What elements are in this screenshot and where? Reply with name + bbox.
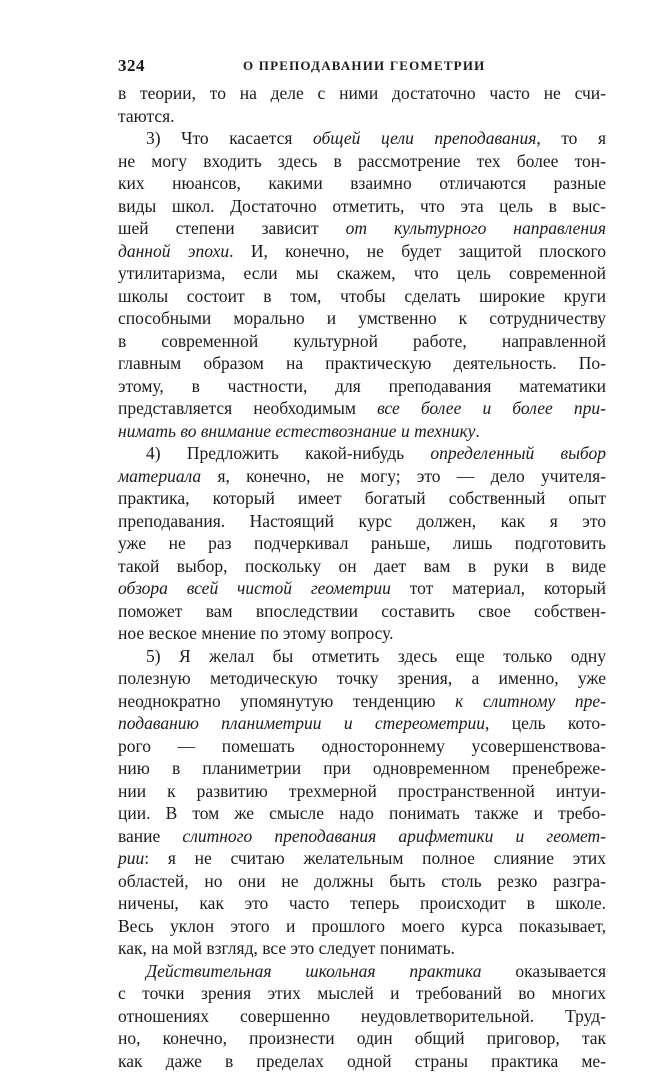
text-segment: отношениях совершенно неудовлетворительной. Труд-: [118, 1006, 606, 1026]
italic-text: подаванию планиметрии и стереометрии: [118, 713, 485, 733]
text-segment: областей, но они не должны быть столь резко разгра-: [118, 871, 606, 891]
italic-text: все более и более при-: [377, 398, 606, 418]
page-header: [118, 56, 606, 80]
text-line: [118, 150, 606, 173]
text-segment: представляется необходимым: [118, 398, 377, 418]
text-line: [118, 262, 606, 285]
text-segment: , то я: [536, 128, 606, 148]
text-line: [118, 712, 606, 735]
text-line: [118, 667, 606, 690]
text-segment: нию в планиметрии при одновременном пренебреже-: [118, 758, 606, 778]
text-line: [118, 892, 606, 915]
text-segment: 3) Что касается: [146, 128, 313, 148]
text-segment: но, конечно, произнести один общий приговор, так: [118, 1028, 606, 1048]
italic-text: к слитному пре-: [455, 691, 606, 711]
text-segment: ничены, как это часто теперь происходит в школе.: [118, 893, 606, 913]
text-line: [118, 397, 606, 420]
text-line: [118, 375, 606, 398]
text-line: [118, 757, 606, 780]
text-segment: таются.: [118, 106, 175, 126]
text-segment: преподавания. Настоящий курс должен, как я это: [118, 511, 606, 531]
running-title: О ПРЕПОДАВАНИИ ГЕОМЕТРИИ: [243, 58, 485, 74]
text-line: [118, 465, 606, 488]
text-line: [118, 352, 606, 375]
text-line: [118, 105, 606, 128]
text-segment: главным образом на практическую деятельность. По-: [118, 353, 606, 373]
text-segment: рого — помешать одностороннему усовершенствова-: [118, 736, 606, 756]
text-segment: : я не считаю желательным полное слияние этих: [144, 848, 606, 868]
italic-text: общей цели преподавания: [313, 128, 536, 148]
italic-text: рии: [118, 848, 144, 868]
text-segment: поможет вам впоследствии составить свое собствен-: [118, 601, 606, 621]
italic-text: определенный выбор: [430, 443, 606, 463]
text-line: [118, 555, 606, 578]
text-segment: такой выбор, поскольку он дает вам в руки в виде: [118, 556, 606, 576]
text-line: [118, 82, 606, 105]
text-line: [118, 285, 606, 308]
text-segment: 5) Я желал бы отметить здесь еще только одну: [146, 646, 606, 666]
text-line: [118, 442, 606, 465]
text-segment: . И, конечно, не будет защитой плоского: [229, 241, 606, 261]
text-line: [118, 487, 606, 510]
text-line: [118, 847, 606, 870]
text-line: [118, 217, 606, 240]
page-number: 324: [118, 56, 145, 76]
text-segment: , цель кото-: [485, 713, 606, 733]
text-segment: не могу входить здесь в рассмотрение тех более тон-: [118, 151, 606, 171]
text-line: [118, 240, 606, 263]
text-line: [118, 127, 606, 150]
text-line: [118, 825, 606, 848]
text-line: [118, 195, 606, 218]
text-segment: этому, в частности, для преподавания математики: [118, 376, 606, 396]
text-segment: в теории, то на деле с ними достаточно часто не счи-: [118, 83, 606, 103]
text-segment: ких нюансов, какими взаимно отличаются разные: [118, 173, 606, 193]
text-segment: тот материал, который: [391, 578, 606, 598]
text-line: [118, 982, 606, 1005]
text-line: [118, 915, 606, 938]
text-segment: в современной культурной работе, направленной: [118, 331, 606, 351]
italic-text: от культурного направления: [346, 218, 606, 238]
text-segment: .: [475, 421, 479, 441]
body-text: [118, 82, 606, 1072]
text-segment: вание: [118, 826, 182, 846]
text-segment: неоднократно упомянутую тенденцию: [118, 691, 455, 711]
italic-text: обзора всей чистой геометрии: [118, 578, 391, 598]
text-segment: с точки зрения этих мыслей и требований во многих: [118, 983, 606, 1003]
text-line: [118, 510, 606, 533]
text-segment: как, на мой взгляд, все это следует понимать.: [118, 938, 455, 958]
text-line: [118, 622, 606, 645]
italic-text: материала: [118, 466, 201, 486]
text-line: [118, 937, 606, 960]
text-segment: Весь уклон этого и прошлого моего курса показывает,: [118, 916, 606, 936]
italic-text: нимать во внимание естествознание и технику: [118, 421, 475, 441]
text-line: [118, 870, 606, 893]
text-line: [118, 780, 606, 803]
text-line: [118, 577, 606, 600]
text-segment: шей степени зависит: [118, 218, 346, 238]
text-segment: практика, который имеет богатый собственный опыт: [118, 488, 606, 508]
italic-text: слитного преподавания арифметики и геомет-: [182, 826, 606, 846]
text-line: [118, 330, 606, 353]
text-segment: способными морально и умственно к сотрудничеству: [118, 308, 606, 328]
text-segment: 4) Предложить какой-нибудь: [146, 443, 430, 463]
text-line: [118, 172, 606, 195]
text-segment: нии к развитию трехмерной пространственной интуи-: [118, 781, 606, 801]
text-line: [118, 307, 606, 330]
text-segment: оказывается: [482, 961, 607, 981]
text-segment: ное веское мнение по этому вопросу.: [118, 623, 394, 643]
italic-text: Действительная школьная практика: [146, 961, 482, 981]
text-line: [118, 420, 606, 443]
text-line: [118, 960, 606, 983]
text-segment: я, конечно, не могу; это — дело учителя-: [201, 466, 606, 486]
text-line: [118, 645, 606, 668]
text-segment: уже не раз подчеркивал раньше, лишь подготовить: [118, 533, 606, 553]
italic-text: данной эпохи: [118, 241, 229, 261]
text-line: [118, 1005, 606, 1028]
text-segment: ции. В том же смысле надо понимать также и требо-: [118, 803, 606, 823]
text-segment: виды школ. Достаточно отметить, что эта цель в выс-: [118, 196, 606, 216]
text-line: [118, 600, 606, 623]
text-line: [118, 802, 606, 825]
text-line: [118, 1027, 606, 1050]
text-line: [118, 735, 606, 758]
text-line: [118, 690, 606, 713]
text-line: [118, 1050, 606, 1072]
text-segment: полезную методическую точку зрения, а именно, уже: [118, 668, 606, 688]
text-line: [118, 532, 606, 555]
text-segment: школы состоит в том, чтобы сделать широкие круги: [118, 286, 606, 306]
text-segment: как даже в пределах одной страны практика ме-: [118, 1051, 606, 1071]
text-segment: утилитаризма, если мы скажем, что цель современной: [118, 263, 606, 283]
